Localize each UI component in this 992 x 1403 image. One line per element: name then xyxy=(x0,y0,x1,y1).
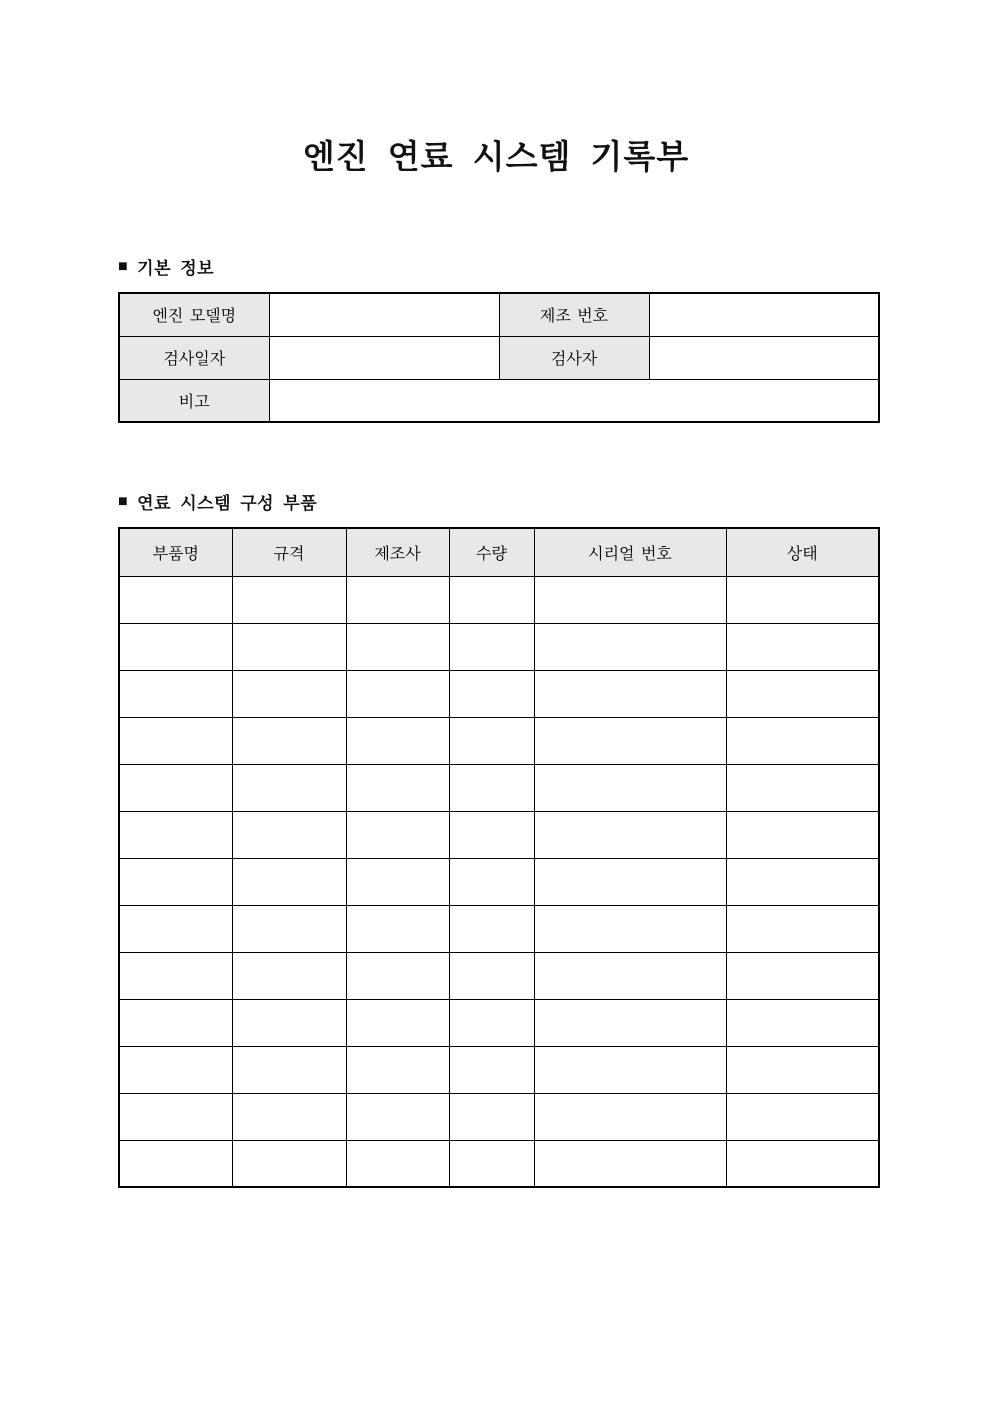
table-cell xyxy=(119,811,232,858)
table-cell xyxy=(449,764,534,811)
page-title: 엔진 연료 시스템 기록부 xyxy=(302,138,690,175)
table-cell xyxy=(232,1140,346,1187)
table-cell xyxy=(119,670,232,717)
section-header-components xyxy=(118,489,878,514)
table-cell xyxy=(726,764,879,811)
section-title-basic-info: 기본 정보 xyxy=(137,259,215,278)
field-value-engine-model xyxy=(269,293,499,336)
field-value-remarks xyxy=(269,379,879,422)
field-label-inspection-date: 검사일자 xyxy=(119,336,269,379)
table-cell xyxy=(232,623,346,670)
table-cell xyxy=(534,952,726,999)
page-content xyxy=(118,254,878,1188)
table-cell xyxy=(119,1093,232,1140)
table-cell xyxy=(346,1046,449,1093)
table-row xyxy=(119,293,879,336)
table-row xyxy=(119,858,879,905)
table-cell xyxy=(346,858,449,905)
table-cell xyxy=(232,670,346,717)
table-cell xyxy=(346,576,449,623)
table-cell xyxy=(726,1093,879,1140)
table-cell xyxy=(346,999,449,1046)
field-label-remarks: 비고 xyxy=(119,379,269,422)
table-cell xyxy=(119,764,232,811)
table-row xyxy=(119,1140,879,1187)
table-cell xyxy=(119,858,232,905)
field-value-inspection-date xyxy=(269,336,499,379)
table-cell xyxy=(232,858,346,905)
table-cell xyxy=(726,576,879,623)
column-header-serial-number: 시리얼 번호 xyxy=(534,528,726,576)
table-cell xyxy=(232,576,346,623)
field-label-serial-no: 제조 번호 xyxy=(499,293,649,336)
table-cell xyxy=(119,905,232,952)
table-cell xyxy=(726,952,879,999)
table-cell xyxy=(534,905,726,952)
table-row xyxy=(119,1046,879,1093)
table-cell xyxy=(346,952,449,999)
table-cell xyxy=(534,999,726,1046)
table-cell xyxy=(119,1140,232,1187)
table-cell xyxy=(449,1140,534,1187)
table-cell xyxy=(534,576,726,623)
field-value-inspector xyxy=(649,336,879,379)
table-cell xyxy=(726,811,879,858)
table-cell xyxy=(232,811,346,858)
table-row xyxy=(119,811,879,858)
table-cell xyxy=(449,1046,534,1093)
table-cell xyxy=(119,952,232,999)
table-cell xyxy=(119,999,232,1046)
column-header-quantity: 수량 xyxy=(449,528,534,576)
table-cell xyxy=(449,952,534,999)
table-cell xyxy=(346,1140,449,1187)
column-header-status: 상태 xyxy=(726,528,879,576)
basic-info-table xyxy=(118,292,880,423)
table-cell xyxy=(726,905,879,952)
table-cell xyxy=(232,764,346,811)
table-cell xyxy=(534,764,726,811)
table-cell xyxy=(232,1046,346,1093)
table-cell xyxy=(726,1140,879,1187)
table-cell xyxy=(534,1093,726,1140)
table-cell xyxy=(346,1093,449,1140)
table-cell xyxy=(346,670,449,717)
table-cell xyxy=(726,858,879,905)
table-row xyxy=(119,764,879,811)
table-cell xyxy=(726,623,879,670)
field-label-engine-model: 엔진 모델명 xyxy=(119,293,269,336)
table-cell xyxy=(726,670,879,717)
table-cell xyxy=(726,717,879,764)
field-label-inspector: 검사자 xyxy=(499,336,649,379)
table-cell xyxy=(346,623,449,670)
square-bullet-icon: ■ xyxy=(118,257,129,275)
table-cell xyxy=(726,999,879,1046)
column-header-part-name: 부품명 xyxy=(119,528,232,576)
table-row xyxy=(119,379,879,422)
table-cell xyxy=(232,717,346,764)
table-cell xyxy=(534,717,726,764)
components-table-body xyxy=(119,576,879,1187)
field-value-serial-no xyxy=(649,293,879,336)
table-row xyxy=(119,999,879,1046)
square-bullet-icon: ■ xyxy=(118,492,129,510)
table-cell xyxy=(346,905,449,952)
table-cell xyxy=(726,1046,879,1093)
table-cell xyxy=(449,576,534,623)
table-cell xyxy=(346,764,449,811)
components-table xyxy=(118,527,880,1188)
table-row xyxy=(119,952,879,999)
table-row xyxy=(119,336,879,379)
table-cell xyxy=(449,670,534,717)
table-cell xyxy=(119,1046,232,1093)
table-row xyxy=(119,717,879,764)
table-cell xyxy=(534,811,726,858)
table-cell xyxy=(346,717,449,764)
table-cell xyxy=(119,576,232,623)
table-cell xyxy=(232,999,346,1046)
table-row xyxy=(119,1093,879,1140)
table-cell xyxy=(232,905,346,952)
table-cell xyxy=(534,1046,726,1093)
table-row xyxy=(119,576,879,623)
table-cell xyxy=(534,670,726,717)
table-cell xyxy=(449,905,534,952)
table-cell xyxy=(346,811,449,858)
table-cell xyxy=(534,623,726,670)
section-title-components: 연료 시스템 구성 부품 xyxy=(137,494,318,513)
table-cell xyxy=(449,999,534,1046)
column-header-spec: 규격 xyxy=(232,528,346,576)
table-cell xyxy=(449,811,534,858)
table-cell xyxy=(119,623,232,670)
table-row xyxy=(119,670,879,717)
table-cell xyxy=(232,1093,346,1140)
table-cell xyxy=(449,717,534,764)
table-cell xyxy=(534,1140,726,1187)
table-row xyxy=(119,905,879,952)
table-cell xyxy=(449,623,534,670)
column-header-manufacturer: 제조사 xyxy=(346,528,449,576)
table-cell xyxy=(449,1093,534,1140)
section-header-basic-info xyxy=(118,254,878,279)
table-cell xyxy=(119,717,232,764)
table-cell xyxy=(534,858,726,905)
table-cell xyxy=(449,858,534,905)
table-cell xyxy=(232,952,346,999)
table-row xyxy=(119,623,879,670)
table-header-row xyxy=(119,528,879,576)
